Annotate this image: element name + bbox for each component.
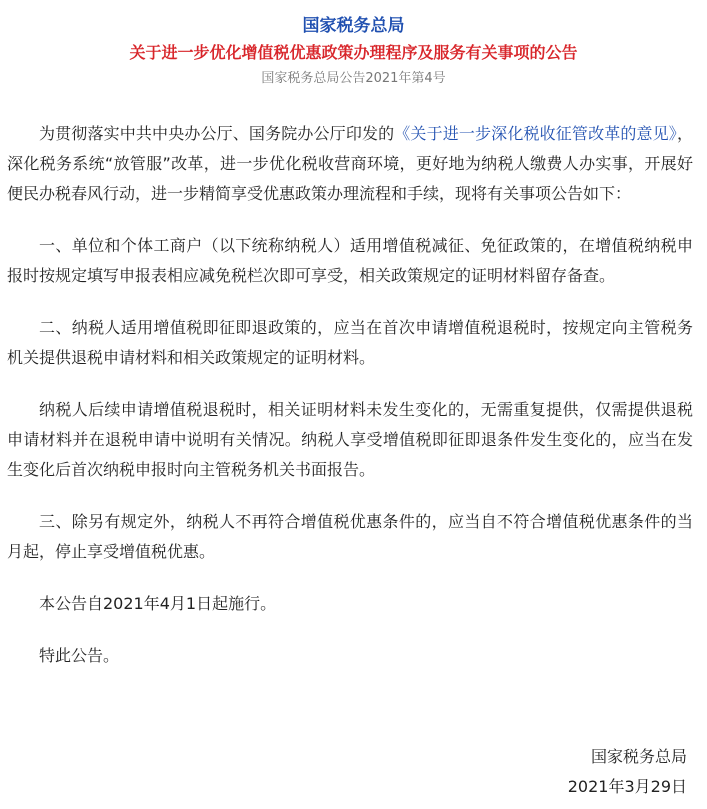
agency-name: 国家税务总局 xyxy=(302,16,405,36)
intro-text-before-link: 为贯彻落实中共中央办公厅、国务院办公厅印发的 xyxy=(39,124,395,143)
document-header xyxy=(0,14,707,89)
closing-paragraph: 特此公告。 xyxy=(39,646,120,665)
issue-date: 2021年3月29日 xyxy=(567,777,687,796)
paragraph-item-2: 二、纳税人适用增值税即征即退政策的，应当在首次申请增值税退税时，按规定向主管税务机关提供退税申请材料和相关政策规定的证明材料。 xyxy=(7,318,693,367)
announcement-body xyxy=(7,119,693,693)
paragraph-item-3: 三、除另有规定外，纳税人不再符合增值税优惠条件的，应当自不符合增值税优惠条件的当月起，停止享受增值税优惠。 xyxy=(7,512,693,561)
paragraph-item-1: 一、单位和个体工商户（以下统称纳税人）适用增值税减征、免征政策的，在增值税纳税申报时按规定填写申报表相应减免税栏次即可享受，相关政策规定的证明材料留存备查。 xyxy=(7,236,693,285)
intro-text-after-link: ，深化税务系统“放管服”改革，进一步优化税收营商环境，更好地为纳税人缴费人办实事，开展好便民办税春风行动，进一步精简享受优惠政策办理流程和手续，现将有关事项公告如下： xyxy=(7,124,693,203)
policy-document-link[interactable]: 《关于进一步深化税收征管改革的意见》 xyxy=(394,124,677,143)
document-number: 国家税务总局公告2021年第4号 xyxy=(261,71,446,86)
intro-paragraph xyxy=(7,119,693,209)
issuer-name: 国家税务总局 xyxy=(590,747,687,766)
announcement-title: 关于进一步优化增值税优惠政策办理程序及服务有关事项的公告 xyxy=(129,43,578,62)
signature-block xyxy=(568,742,687,802)
effective-date-paragraph: 本公告自2021年4月1日起施行。 xyxy=(39,594,277,613)
paragraph-item-2-followup: 纳税人后续申请增值税退税时，相关证明材料未发生变化的，无需重复提供，仅需提供退税申请材料并在退税申请中说明有关情况。纳税人享受增值税即征即退条件发生变化的，应当在发生变化后首次纳税申报时向主管税务机关书面报告。 xyxy=(7,400,693,479)
